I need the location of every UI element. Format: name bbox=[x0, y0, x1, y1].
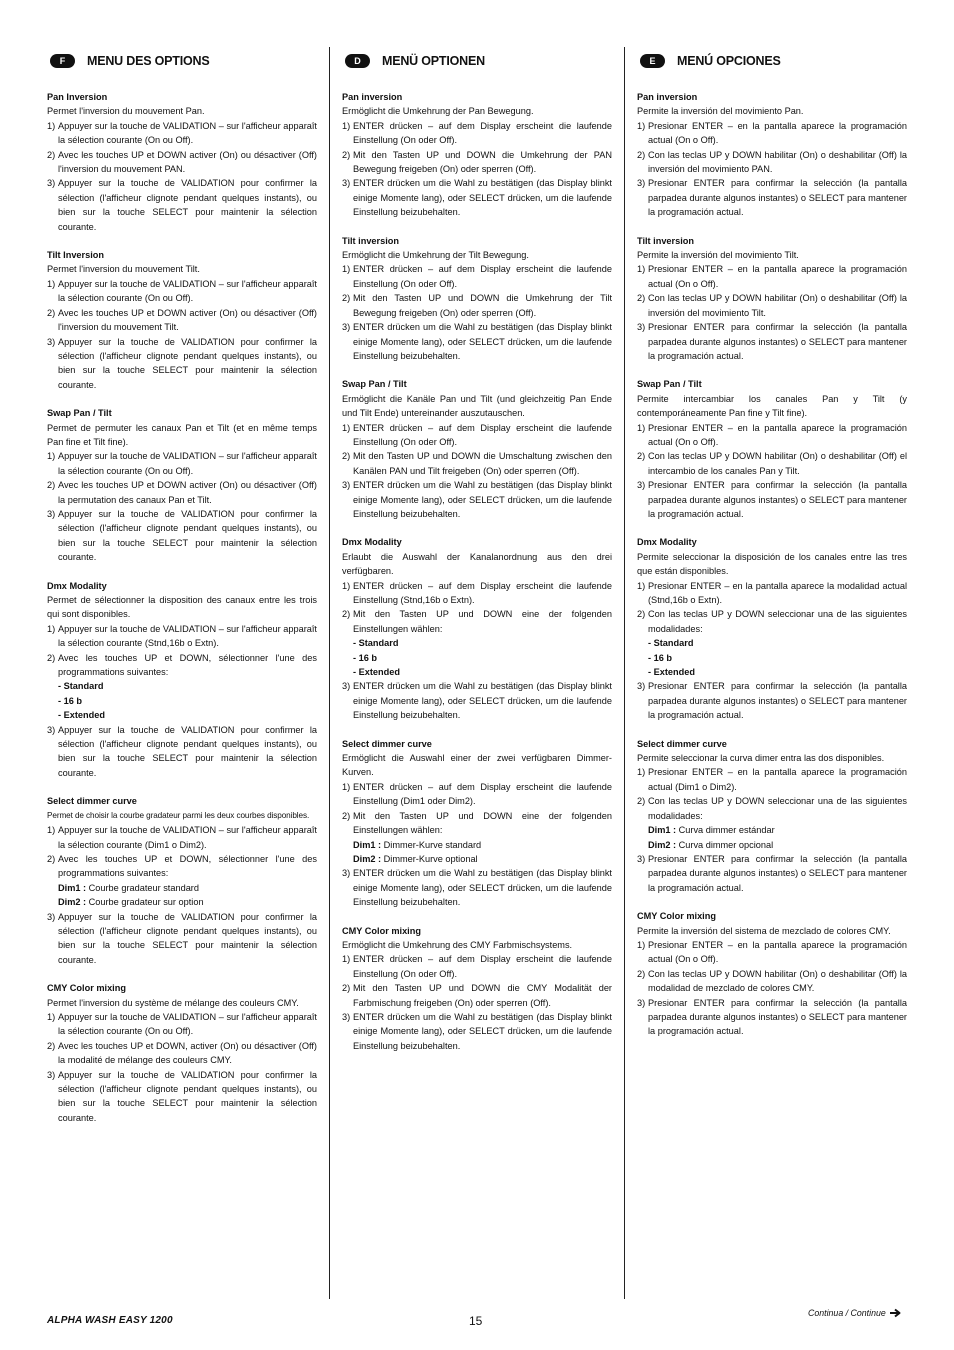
section-intro: Permet de sélectionner la disposition des canaux entre les trois qui sont disponibles. bbox=[47, 595, 317, 620]
section-title: Swap Pan / Tilt bbox=[637, 379, 702, 390]
footer-model-name: ALPHA WASH EASY 1200 bbox=[47, 1315, 173, 1326]
step-number: 2) bbox=[47, 853, 56, 864]
step-item bbox=[342, 579, 612, 608]
continue-link[interactable] bbox=[808, 1308, 902, 1318]
step-text: Presionar ENTER para confirmar la selección (la pantalla parpadea durante algunos instantes) o SELECT para mantener la programación actual. bbox=[648, 853, 907, 893]
section-title: Dmx Modality bbox=[637, 537, 697, 548]
step-item bbox=[637, 262, 907, 291]
step-text: Appuyer sur la touche de VALIDATION – sur l'afficheur apparaît la sélection courante (Dim1 o Dim2). bbox=[58, 825, 317, 850]
section-title: Select dimmer curve bbox=[637, 738, 727, 749]
step-number: 3) bbox=[637, 853, 646, 864]
step-number: 1) bbox=[637, 939, 646, 950]
section-title: CMY Color mixing bbox=[637, 911, 716, 922]
step-number: 2) bbox=[47, 480, 56, 491]
step-number: 1) bbox=[47, 278, 56, 289]
step-item bbox=[342, 119, 612, 148]
section-intro: Permite la inversión del movimiento Pan. bbox=[637, 106, 804, 117]
step-item bbox=[637, 176, 907, 219]
step-number: 2) bbox=[47, 307, 56, 318]
option-description: Dimmer-Kurve optional bbox=[381, 853, 478, 864]
step-number: 1) bbox=[342, 580, 351, 591]
step-item bbox=[47, 910, 317, 968]
option-item: - Extended bbox=[58, 710, 105, 721]
menu-option-section bbox=[47, 794, 317, 967]
section-intro: Permet l'inversion du mouvement Pan. bbox=[47, 106, 205, 117]
page-number: 15 bbox=[469, 1314, 483, 1328]
step-text: ENTER drücken – auf dem Display erscheint die laufende Einstellung (Dim1 oder Dim2). bbox=[353, 781, 612, 807]
step-text: ENTER drücken um die Wahl zu bestätigen (das Display blinkt einige Momente lang), oder SELECT drücken, um die laufende Einstellung beizubehalten. bbox=[353, 681, 612, 721]
step-text: Avec les touches UP et DOWN, sélectionner l'une des programmations suivantes: bbox=[58, 853, 317, 879]
step-text: Mit den Tasten UP und DOWN die CMY Modalität der Farbmischung freigeben (On) oder sperren (Off). bbox=[353, 983, 612, 1008]
step-text: Avec les touches UP et DOWN activer (On) ou désactiver (Off) la permutation des canaux Pan et Tilt. bbox=[58, 480, 317, 505]
step-item bbox=[47, 823, 317, 852]
step-text: Avec les touches UP et DOWN activer (On) ou désactiver (Off) l'inversion du mouvement Tilt. bbox=[58, 307, 317, 333]
step-number: 2) bbox=[637, 149, 646, 160]
menu-option-section bbox=[47, 406, 317, 564]
step-text: Con las teclas UP y DOWN seleccionar una de las siguientes modalidades: bbox=[648, 796, 907, 821]
section-title: Pan inversion bbox=[342, 92, 403, 102]
step-item bbox=[342, 607, 612, 636]
step-number: 3) bbox=[47, 724, 56, 735]
option-description: Curva dimmer estándar bbox=[676, 825, 775, 836]
step-text: ENTER drücken um die Wahl zu bestätigen (das Display blinkt einige Momente lang), oder SELECT drücken, um die laufende Einstellung beizubehalten. bbox=[353, 322, 612, 361]
step-text: ENTER drücken – auf dem Display erscheint die laufende Einstellung (On oder Off). bbox=[353, 954, 612, 979]
step-number: 1) bbox=[637, 120, 646, 131]
step-item bbox=[637, 320, 907, 363]
column-german bbox=[342, 52, 612, 1067]
step-text: Presionar ENTER – en la pantalla aparece la programación actual (On o Off). bbox=[648, 120, 907, 146]
step-number: 3) bbox=[637, 997, 646, 1008]
step-text: Avec les touches UP et DOWN, sélectionner l'une des programmations suivantes: bbox=[58, 652, 317, 678]
menu-option-section bbox=[637, 737, 907, 895]
step-text: ENTER drücken – auf dem Display erscheint die laufende Einstellung (Stnd,16b o Extn). bbox=[353, 580, 612, 605]
step-item bbox=[637, 291, 907, 320]
section-title: Tilt inversion bbox=[637, 235, 695, 246]
step-item bbox=[637, 478, 907, 521]
step-number: 1) bbox=[47, 623, 56, 634]
step-number: 2) bbox=[342, 983, 351, 994]
step-item bbox=[342, 1010, 612, 1053]
section-title: Swap Pan / Tilt bbox=[47, 408, 112, 419]
menu-option-section bbox=[47, 90, 317, 234]
section-intro: Permet l'inversion du système de mélange des couleurs CMY. bbox=[47, 997, 299, 1008]
section-intro: Erlaubt die Auswahl der Kanalanordnung aus den drei verfügbaren. bbox=[342, 551, 612, 577]
step-item bbox=[47, 723, 317, 781]
step-item bbox=[47, 622, 317, 651]
step-text: Presionar ENTER – en la pantalla aparece la programación actual (Dim1 o Dim2). bbox=[648, 767, 907, 792]
section-title: Dmx Modality bbox=[342, 537, 402, 548]
step-item bbox=[637, 967, 907, 996]
step-text: Mit den Tasten UP und DOWN die Umkehrung der PAN Bewegung freigeben (On) oder sperren (Off). bbox=[353, 149, 612, 175]
continue-label: Continua / Continue bbox=[808, 1308, 886, 1318]
step-text: Appuyer sur la touche de VALIDATION – sur l'afficheur apparaît la sélection courante (Stnd,16b o Extn). bbox=[58, 623, 317, 649]
option-item: - Standard bbox=[353, 638, 399, 649]
step-number: 1) bbox=[47, 451, 56, 462]
step-number: 2) bbox=[47, 652, 56, 663]
step-number: 1) bbox=[342, 781, 351, 792]
language-badge: E bbox=[640, 54, 665, 68]
section-intro: Ermöglicht die Umkehrung der Pan Bewegung. bbox=[342, 106, 534, 117]
menu-option-section bbox=[342, 234, 612, 364]
menu-option-section bbox=[47, 981, 317, 1125]
section-intro: Ermöglicht die Auswahl einer der zwei verfügbaren Dimmer-Kurven. bbox=[342, 753, 612, 778]
step-number: 2) bbox=[637, 796, 646, 807]
step-number: 3) bbox=[342, 178, 351, 189]
step-text: Presionar ENTER para confirmar la selección (la pantalla parpadea durante algunos instantes) o SELECT para mantener la programación actual. bbox=[648, 178, 907, 218]
step-item bbox=[637, 607, 907, 636]
step-text: Appuyer sur la touche de VALIDATION – sur l'afficheur apparaît la sélection courante (On ou Off). bbox=[58, 1011, 317, 1037]
section-intro: Ermöglicht die Umkehrung der Tilt Bewegung. bbox=[342, 250, 529, 261]
step-number: 3) bbox=[47, 1069, 56, 1080]
option-definition bbox=[637, 838, 907, 852]
step-item bbox=[637, 852, 907, 895]
step-item bbox=[637, 148, 907, 177]
step-number: 3) bbox=[342, 322, 351, 333]
step-text: Presionar ENTER – en la pantalla aparece la programación actual (On o Off). bbox=[648, 939, 907, 965]
column-divider bbox=[624, 47, 625, 1299]
section-title: CMY Color mixing bbox=[47, 983, 126, 994]
step-number: 3) bbox=[47, 911, 56, 922]
option-term: Dim1 : bbox=[353, 839, 382, 850]
option-definition bbox=[47, 895, 317, 909]
step-item bbox=[47, 119, 317, 148]
section-intro: Ermöglicht die Umkehrung des CMY Farbmischsystems. bbox=[342, 939, 573, 950]
section-title: Pan inversion bbox=[637, 92, 698, 102]
step-text: Appuyer sur la touche de VALIDATION pour confirmer la sélection (l'afficheur clignote pendant quelques instants), ou bien sur la touche SELECT pour maintenir la sélection courante. bbox=[58, 1069, 317, 1123]
step-item bbox=[342, 449, 612, 478]
step-item bbox=[47, 1010, 317, 1039]
option-term: Dim1 : bbox=[58, 882, 87, 893]
step-number: 2) bbox=[47, 149, 56, 160]
step-number: 3) bbox=[342, 681, 351, 692]
step-text: Appuyer sur la touche de VALIDATION – sur l'afficheur apparaît la sélection courante (On ou Off). bbox=[58, 120, 317, 146]
menu-option-section bbox=[637, 535, 907, 722]
step-text: Con las teclas UP y DOWN habilitar (On) o deshabilitar (Off) la inversión del movimiento PAN. bbox=[648, 149, 907, 175]
section-intro: Permite seleccionar la curva dimer entra las dos disponibles. bbox=[637, 753, 885, 764]
step-number: 3) bbox=[342, 480, 351, 491]
step-item bbox=[637, 996, 907, 1039]
step-text: Mit den Tasten UP und DOWN eine der folgenden Einstellungen wählen: bbox=[353, 810, 612, 836]
step-text: Appuyer sur la touche de VALIDATION pour confirmer la sélection (l'afficheur clignote pendant quelques instants), ou bien sur la touche SELECT pour maintenir la sélection courante. bbox=[58, 336, 317, 390]
option-item: - Extended bbox=[353, 667, 400, 678]
step-text: Mit den Tasten UP und DOWN eine der folgenden Einstellungen wählen: bbox=[353, 609, 612, 634]
menu-option-section bbox=[637, 377, 907, 521]
step-number: 3) bbox=[637, 322, 646, 333]
step-item bbox=[637, 938, 907, 967]
step-text: Presionar ENTER para confirmar la selección (la pantalla parpadea durante algunos instantes) o SELECT para mantener la programación actual. bbox=[648, 322, 907, 361]
menu-option-section bbox=[637, 90, 907, 220]
step-text: Appuyer sur la touche de VALIDATION pour confirmer la sélection (l'afficheur clignote pendant quelques instants), ou bien sur la touche SELECT pour maintenir la sélection courante. bbox=[58, 911, 317, 965]
column-title: MENÚ OPCIONES bbox=[677, 53, 781, 68]
step-item bbox=[342, 952, 612, 981]
step-text: Avec les touches UP et DOWN activer (On) ou désactiver (Off) l'inversion du mouvement PAN. bbox=[58, 149, 317, 175]
option-definition bbox=[342, 838, 612, 852]
step-text: ENTER drücken – auf dem Display erscheint die laufende Einstellung (On oder Off). bbox=[353, 422, 612, 447]
column-spanish bbox=[637, 52, 907, 1053]
section-list bbox=[637, 90, 907, 1039]
step-item bbox=[637, 579, 907, 608]
step-item bbox=[47, 478, 317, 507]
step-number: 3) bbox=[342, 1011, 351, 1022]
section-intro: Permite intercambiar los canales Pan y Tilt (y contemporáneamente Pan fine y Tilt fine). bbox=[637, 393, 907, 419]
step-number: 2) bbox=[342, 451, 351, 462]
step-number: 1) bbox=[637, 767, 646, 778]
step-text: Appuyer sur la touche de VALIDATION pour confirmer la sélection (l'afficheur clignote pendant quelques instants), ou bien sur la touche SELECT pour maintenir la sélection courante. bbox=[58, 508, 317, 563]
option-description: Curva dimmer opcional bbox=[676, 839, 774, 850]
option-item: - Standard bbox=[648, 638, 694, 649]
step-text: Presionar ENTER para confirmar la selección (la pantalla parpadea durante algunos instantes) o SELECT para mantener la programación actual. bbox=[648, 681, 907, 721]
step-number: 1) bbox=[47, 120, 56, 131]
column-header bbox=[345, 52, 612, 70]
step-item bbox=[342, 148, 612, 177]
step-item bbox=[47, 176, 317, 234]
step-item bbox=[342, 866, 612, 909]
step-number: 1) bbox=[342, 954, 351, 965]
section-list bbox=[47, 90, 317, 1125]
section-title: Dmx Modality bbox=[47, 580, 107, 591]
step-text: ENTER drücken um die Wahl zu bestätigen (das Display blinkt einige Momente lang), oder SELECT drücken, um die laufende Einstellung beizubehalten. bbox=[353, 1011, 612, 1051]
step-item bbox=[637, 794, 907, 823]
option-definition bbox=[637, 823, 907, 837]
step-text: Presionar ENTER – en la pantalla aparece la programación actual (On o Off). bbox=[648, 264, 907, 289]
step-item bbox=[342, 679, 612, 722]
section-title: Swap Pan / Tilt bbox=[342, 379, 407, 390]
option-term: Dim2 : bbox=[58, 897, 87, 908]
step-item bbox=[47, 148, 317, 177]
step-number: 2) bbox=[637, 293, 646, 304]
option-term: Dim2 : bbox=[648, 839, 677, 850]
step-item bbox=[342, 981, 612, 1010]
step-number: 3) bbox=[47, 178, 56, 189]
menu-option-section bbox=[637, 234, 907, 364]
step-item bbox=[637, 449, 907, 478]
step-text: Presionar ENTER para confirmar la selección (la pantalla parpadea durante algunos instantes) o SELECT para mantener la programación actual. bbox=[648, 997, 907, 1037]
language-badge: F bbox=[50, 54, 75, 68]
option-item: - Standard bbox=[58, 681, 104, 692]
menu-option-section bbox=[342, 90, 612, 220]
step-text: Avec les touches UP et DOWN, activer (On) ou désactiver (Off) la modalité de mélange des couleurs CMY. bbox=[58, 1040, 317, 1066]
step-item bbox=[47, 306, 317, 335]
step-text: Mit den Tasten UP und DOWN die Umkehrung der Tilt Bewegung freigeben (On) oder sperren (Off). bbox=[353, 293, 612, 318]
step-number: 1) bbox=[47, 1011, 56, 1022]
step-item bbox=[342, 262, 612, 291]
option-item: - Extended bbox=[648, 667, 695, 678]
option-definition bbox=[342, 852, 612, 866]
option-definition bbox=[47, 881, 317, 895]
option-item: - 16 b bbox=[648, 652, 672, 663]
step-number: 3) bbox=[637, 480, 646, 491]
step-item bbox=[47, 651, 317, 680]
step-number: 1) bbox=[342, 120, 351, 131]
section-intro: Permet de choisir la courbe gradateur parmi les deux courbes disponibles. bbox=[47, 810, 310, 820]
section-intro: Permite seleccionar la disposición de los canales entre las tres que están disponibles. bbox=[637, 551, 907, 577]
section-title: Select dimmer curve bbox=[342, 738, 432, 749]
step-number: 1) bbox=[637, 580, 646, 591]
menu-option-section bbox=[637, 909, 907, 1039]
option-description: Courbe gradateur sur option bbox=[86, 897, 204, 908]
menu-option-section bbox=[342, 737, 612, 910]
step-text: ENTER drücken um die Wahl zu bestätigen (das Display blinkt einige Momente lang), oder SELECT drücken, um die laufende Einstellung beizubehalten. bbox=[353, 868, 612, 908]
column-french bbox=[47, 52, 317, 1139]
step-text: Appuyer sur la touche de VALIDATION – sur l'afficheur apparaît la sélection courante (On ou Off). bbox=[58, 278, 317, 304]
step-number: 2) bbox=[342, 293, 351, 304]
step-text: Appuyer sur la touche de VALIDATION pour confirmer la sélection (l'afficheur clignote pendant quelques instants), ou bien sur la touche SELECT pour maintenir la sélection courante. bbox=[58, 178, 317, 232]
step-number: 2) bbox=[47, 1040, 56, 1051]
step-text: Con las teclas UP y DOWN habilitar (On) o deshabilitar (Off) la modalidad de mezclado de colores CMY. bbox=[648, 968, 907, 994]
option-description: Courbe gradateur standard bbox=[86, 882, 199, 893]
section-title: Tilt Inversion bbox=[47, 250, 105, 261]
step-number: 2) bbox=[637, 968, 646, 979]
step-item bbox=[47, 335, 317, 393]
step-item bbox=[342, 421, 612, 450]
step-text: ENTER drücken – auf dem Display erscheint die laufende Einstellung (On oder Off). bbox=[353, 264, 612, 289]
step-item bbox=[342, 780, 612, 809]
step-item bbox=[342, 478, 612, 521]
step-item bbox=[47, 449, 317, 478]
step-text: Con las teclas UP y DOWN habilitar (On) o deshabilitar (Off) la inversión del movimiento Tilt. bbox=[648, 293, 907, 318]
step-number: 3) bbox=[47, 508, 56, 519]
section-title: Select dimmer curve bbox=[47, 796, 137, 807]
step-number: 2) bbox=[342, 810, 351, 821]
step-number: 1) bbox=[47, 825, 56, 836]
column-header bbox=[50, 52, 317, 70]
section-title: Tilt inversion bbox=[342, 235, 400, 246]
column-header bbox=[640, 52, 907, 70]
section-list bbox=[342, 90, 612, 1053]
section-intro: Permite la inversión del movimiento Tilt. bbox=[637, 250, 799, 261]
step-item bbox=[342, 320, 612, 363]
step-number: 3) bbox=[342, 868, 351, 879]
step-item bbox=[342, 291, 612, 320]
menu-option-section bbox=[342, 535, 612, 722]
section-title: CMY Color mixing bbox=[342, 925, 421, 936]
option-term: Dim1 : bbox=[648, 825, 677, 836]
section-intro: Permet de permuter les canaux Pan et Tilt (et en même temps Pan fine et Tilt fine). bbox=[47, 422, 317, 447]
option-item: - 16 b bbox=[353, 652, 377, 663]
step-text: Mit den Tasten UP und DOWN die Umschaltung zwischen den Kanälen PAN und Tilt freigeben (On) oder sperren (Off). bbox=[353, 451, 612, 476]
section-intro: Permet l'inversion du mouvement Tilt. bbox=[47, 264, 200, 275]
step-item bbox=[342, 176, 612, 219]
step-item bbox=[47, 507, 317, 565]
step-number: 3) bbox=[47, 336, 56, 347]
language-badge: D bbox=[345, 54, 370, 68]
step-number: 1) bbox=[342, 422, 351, 433]
step-number: 2) bbox=[637, 451, 646, 462]
menu-option-section bbox=[47, 579, 317, 781]
step-item bbox=[342, 809, 612, 838]
step-number: 1) bbox=[637, 422, 646, 433]
step-text: Con las teclas UP y DOWN habilitar (On) o deshabilitar (Off) el intercambio de los canales Pan y Tilt. bbox=[648, 451, 907, 476]
step-text: ENTER drücken – auf dem Display erscheint die laufende Einstellung (On oder Off). bbox=[353, 120, 612, 146]
section-intro: Ermöglicht die Kanäle Pan und Tilt (und gleichzeitig Pan Ende und Tilt Ende) untereinander auszutauschen. bbox=[342, 393, 612, 419]
step-item bbox=[637, 765, 907, 794]
step-item bbox=[47, 852, 317, 881]
step-number: 2) bbox=[637, 609, 646, 620]
step-item bbox=[637, 679, 907, 722]
option-term: Dim2 : bbox=[353, 853, 382, 864]
step-number: 2) bbox=[342, 609, 351, 620]
option-description: Dimmer-Kurve standard bbox=[381, 839, 482, 850]
arrow-right-icon bbox=[890, 1308, 902, 1318]
step-number: 2) bbox=[342, 149, 351, 160]
step-text: Presionar ENTER – en la pantalla aparece la programación actual (On o Off). bbox=[648, 422, 907, 447]
column-title: MENU DES OPTIONS bbox=[87, 53, 210, 68]
step-item bbox=[47, 277, 317, 306]
section-title: Pan Inversion bbox=[47, 92, 108, 102]
step-number: 1) bbox=[342, 264, 351, 275]
step-item bbox=[47, 1068, 317, 1126]
step-text: Con las teclas UP y DOWN seleccionar una de las siguientes modalidades: bbox=[648, 609, 907, 634]
step-text: ENTER drücken um die Wahl zu bestätigen (das Display blinkt einige Momente lang), oder SELECT drücken, um die laufende Einstellung beizubehalten. bbox=[353, 480, 612, 519]
column-divider bbox=[329, 47, 330, 1299]
step-item bbox=[637, 421, 907, 450]
step-number: 3) bbox=[637, 681, 646, 692]
step-number: 3) bbox=[637, 178, 646, 189]
step-text: Appuyer sur la touche de VALIDATION pour confirmer la sélection (l'afficheur clignote pendant quelques instants), ou bien sur la touche SELECT pour maintenir la sélection courante. bbox=[58, 724, 317, 778]
menu-option-section bbox=[342, 924, 612, 1054]
menu-option-section bbox=[342, 377, 612, 521]
step-text: Presionar ENTER para confirmar la selección (la pantalla parpadea durante algunos instantes) o SELECT para mantener la programación actual. bbox=[648, 480, 907, 519]
step-text: Presionar ENTER – en la pantalla aparece la modalidad actual (Stnd,16b o Extn). bbox=[648, 580, 907, 605]
step-number: 1) bbox=[637, 264, 646, 275]
column-title: MENÜ OPTIONEN bbox=[382, 53, 485, 68]
step-text: ENTER drücken um die Wahl zu bestätigen (das Display blinkt einige Momente lang), oder SELECT drücken, um die laufende Einstellung beizubehalten. bbox=[353, 178, 612, 218]
step-item bbox=[47, 1039, 317, 1068]
menu-option-section bbox=[47, 248, 317, 392]
step-text: Appuyer sur la touche de VALIDATION – sur l'afficheur apparaît la sélection courante (On ou Off). bbox=[58, 451, 317, 476]
step-item bbox=[637, 119, 907, 148]
option-item: - 16 b bbox=[58, 695, 82, 706]
section-intro: Permite la inversión del sistema de mezclado de colores CMY. bbox=[637, 925, 891, 936]
